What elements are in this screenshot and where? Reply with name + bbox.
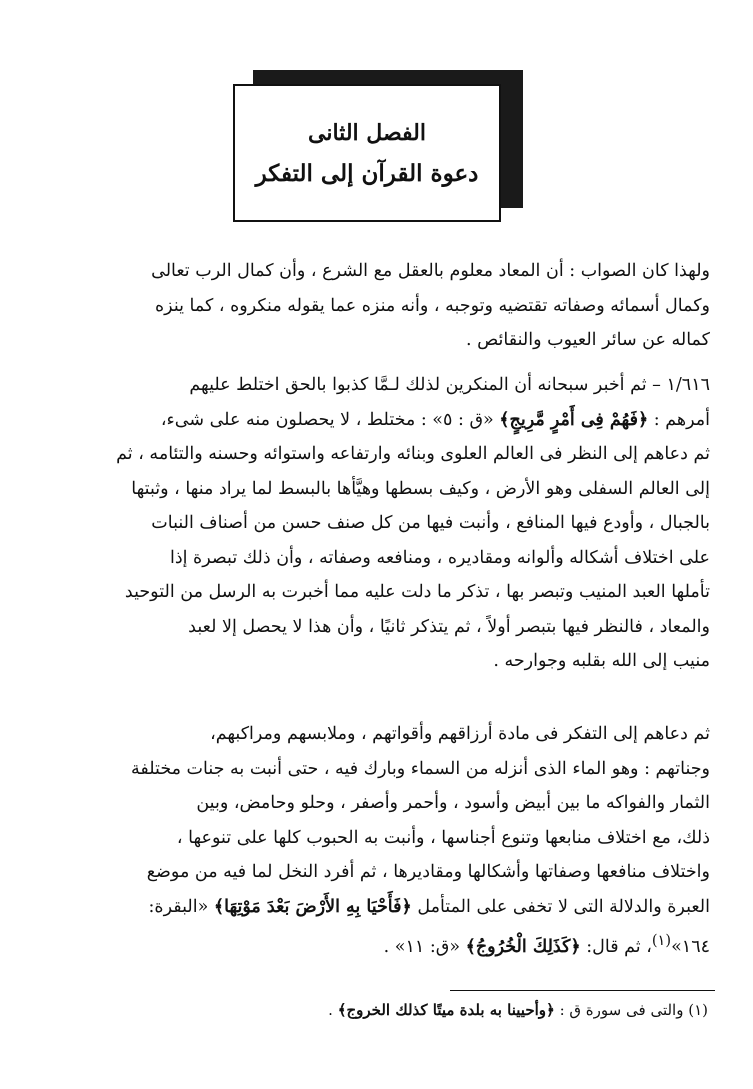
quran-verse: ﴿كَذَلِكَ الْخُرُوجُ﴾ — [465, 936, 581, 957]
text-line: ذلك، مع اختلاف منابعها وتنوع أجناسها ، وأنبت به الحبوب كلها على تنوعها ، — [176, 827, 710, 848]
footnote — [72, 996, 708, 1024]
text-line: والمعاد ، فالنظر فيها بتبصر أولاً ، ثم يتذكر ثانيًا ، وأن هذا لا يحصل إلا لعبد — [188, 616, 710, 637]
text-line: الثمار والفواكه ما بين أبيض وأسود ، وأحمر وأصفر ، وحلو وحامض، وبين — [196, 793, 710, 813]
text-span: العبرة والدلالة التى لا تخفى على المتأمل — [411, 896, 710, 917]
footnote-text-end: . — [328, 1001, 338, 1019]
text-line — [72, 890, 710, 925]
heading-frame — [233, 84, 501, 222]
chapter-subtitle: دعوة القرآن إلى التفكر — [255, 159, 479, 187]
text-line: إلى العالم السفلى وهو الأرض ، وكيف بسطها وهيَّأها بالبسط لما يراد منها ، وثبتها — [131, 478, 710, 499]
paragraph-2 — [72, 368, 710, 679]
text-line: ولهذا كان الصواب : أن المعاد معلوم بالعقل مع الشرع ، وأن كمال الرب تعالى — [151, 261, 710, 281]
text-line — [72, 924, 710, 964]
text-span: ، ثم قال: — [580, 936, 652, 957]
text-line: ثم دعاهم إلى التفكر فى مادة أرزاقهم وأقواتهم ، وملابسهم ومراكبهم، — [210, 724, 710, 744]
text-line: وجناتهم : وهو الماء الذى أنزله من السماء وبارك فيه ، حتى أنبت به جنات مختلفة — [131, 758, 710, 779]
footnote-marker: (١) — [688, 1001, 708, 1019]
text-line: وكمال أسمائه وصفاته تقتضيه وتوجبه ، وأنه منزه عما يقوله منكروه ، كما ينزه — [155, 295, 710, 316]
text-span: «ق: ١١» . — [383, 936, 466, 957]
chapter-heading-box — [233, 70, 523, 225]
quran-verse: ﴿فَهُمْ فِى أَمْرٍ مَّرِيجٍ﴾ — [499, 409, 649, 430]
text-line: على اختلاف أشكاله وألوانه ومقاديره ، ومنافعه وصفاته ، وأن ذلك تبصرة إذا — [169, 547, 710, 568]
footnote-divider — [450, 990, 715, 991]
text-span: أمرهم : — [648, 409, 710, 430]
footnote-text: والتى فى سورة ق : — [554, 1001, 689, 1019]
text-line: بالجبال ، وأودع فيها المنافع ، وأنبت فيها من كل صنف حسن من أصناف النبات — [151, 513, 710, 533]
footnote-reference: (١) — [651, 932, 672, 949]
text-span: «ق : ٥» : مختلط ، لا يحصلون منه على شىء، — [160, 409, 500, 430]
text-line: تأملها العبد المنيب وتبصر بها ، تذكر ما دلت عليه مما أخبرت به الرسل من التوحيد — [124, 582, 710, 602]
text-line: ١/٦١٦ – ثم أخبر سبحانه أن المنكرين لذلك لـمَّا كذبوا بالحق اختلط عليهم — [189, 375, 710, 395]
paragraph-3 — [72, 717, 710, 964]
text-line — [72, 403, 710, 438]
text-line: واختلاف منافعها وصفاتها وأشكالها ومقاديرها ، ثم أفرد النخل لما فيه من موضع — [146, 862, 710, 882]
text-span: «البقرة: — [148, 896, 214, 917]
text-line: كماله عن سائر العيوب والنقائص . — [465, 330, 710, 350]
text-line: ثم دعاهم إلى النظر فى العالم العلوى وبنائه وارتفاعه واستوائه وحسنه والتئامه ، ثم — [116, 444, 710, 464]
paragraph-1 — [72, 254, 710, 358]
footnote-verse: ﴿وأحيينا به بلدة ميتًا كذلك الخروج﴾ — [337, 1001, 555, 1019]
chapter-title: الفصل الثانى — [308, 119, 426, 146]
text-span: ١٦٤» — [671, 936, 710, 957]
quran-verse: ﴿فَأَحْيَا بِهِ الأَرْضَ بَعْدَ مَوْتِهَا﴾ — [213, 896, 412, 917]
text-line: منيب إلى الله بقلبه وجوارحه . — [493, 651, 710, 671]
